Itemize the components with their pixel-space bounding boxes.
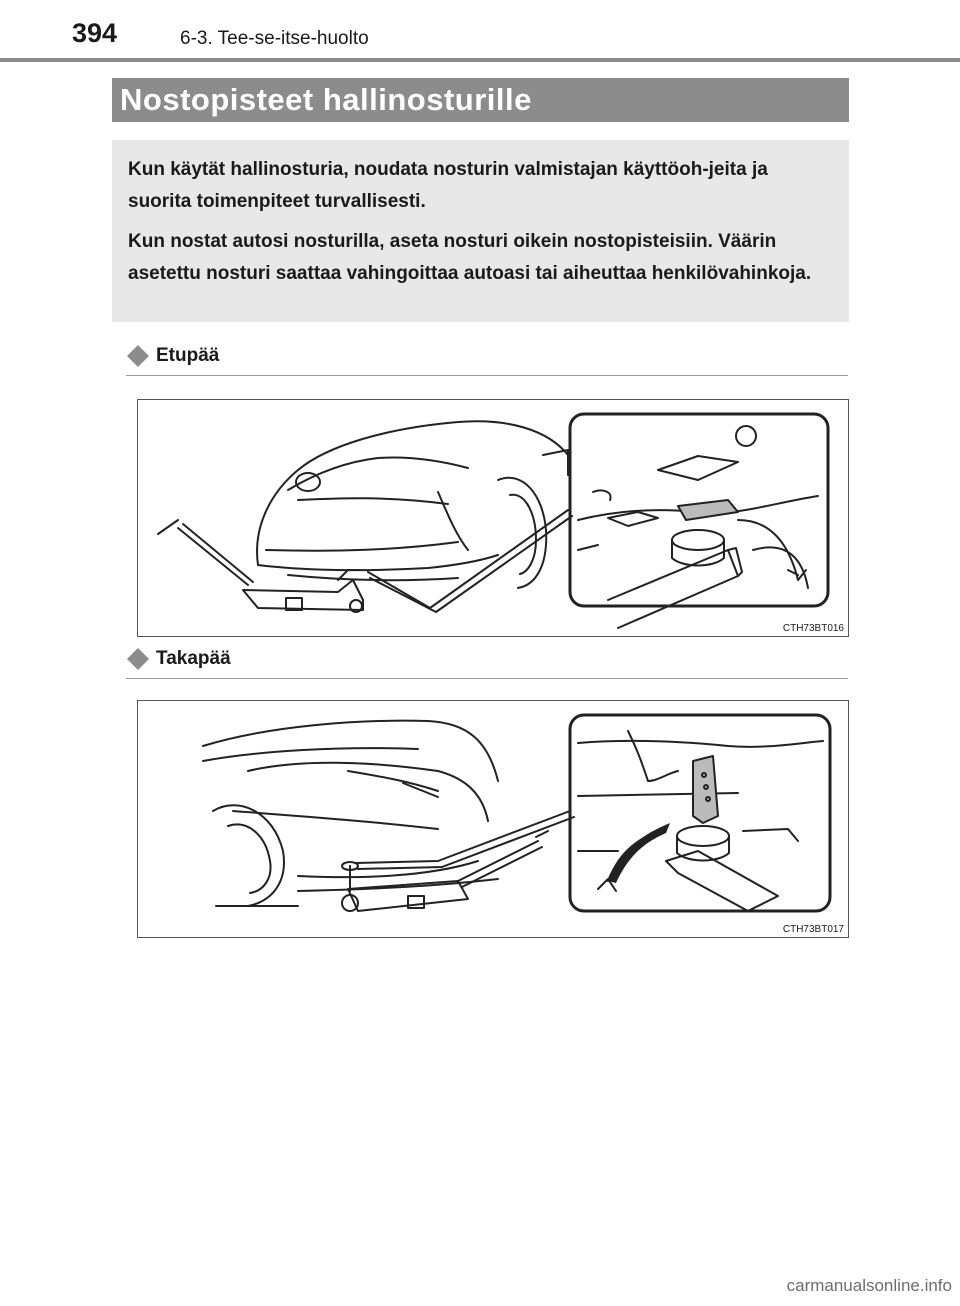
subhead-front	[126, 342, 848, 376]
diamond-bullet-icon	[126, 647, 150, 671]
figure-code-front: CTH73BT016	[782, 623, 844, 634]
notice-paragraph-2: Kun nostat autosi nosturilla, aseta nosturi oikein nostopisteisiin. Väärin asetettu nosturi saattaa vahingoittaa autoasi tai aiheuttaa henkilövahinkoja.	[128, 231, 812, 284]
rear-car-jack-illustration	[138, 701, 848, 937]
watermark: carmanualsonline.info	[786, 1276, 952, 1295]
subhead-rear	[126, 645, 848, 679]
front-car-jack-illustration	[138, 400, 848, 636]
chapter-title: 6-3. Tee-se-itse-huolto	[180, 28, 369, 49]
diamond-bullet-icon	[126, 344, 150, 368]
header-rule	[0, 58, 960, 62]
notice-paragraph-1: Kun käytät hallinosturia, noudata nosturin valmistajan käyttöoh-jeita ja suorita toimenpiteet turvallisesti.	[128, 159, 768, 212]
subhead-front-label: Etupää	[156, 345, 220, 366]
figure-rear-jack-point	[137, 700, 849, 938]
figure-front-jack-point	[137, 399, 849, 637]
figure-code-rear: CTH73BT017	[782, 924, 844, 935]
notice-box	[112, 140, 849, 322]
page-number: 394	[72, 18, 118, 48]
section-title: Nostopisteet hallinosturille	[112, 78, 849, 122]
subhead-rear-label: Takapää	[156, 648, 231, 669]
